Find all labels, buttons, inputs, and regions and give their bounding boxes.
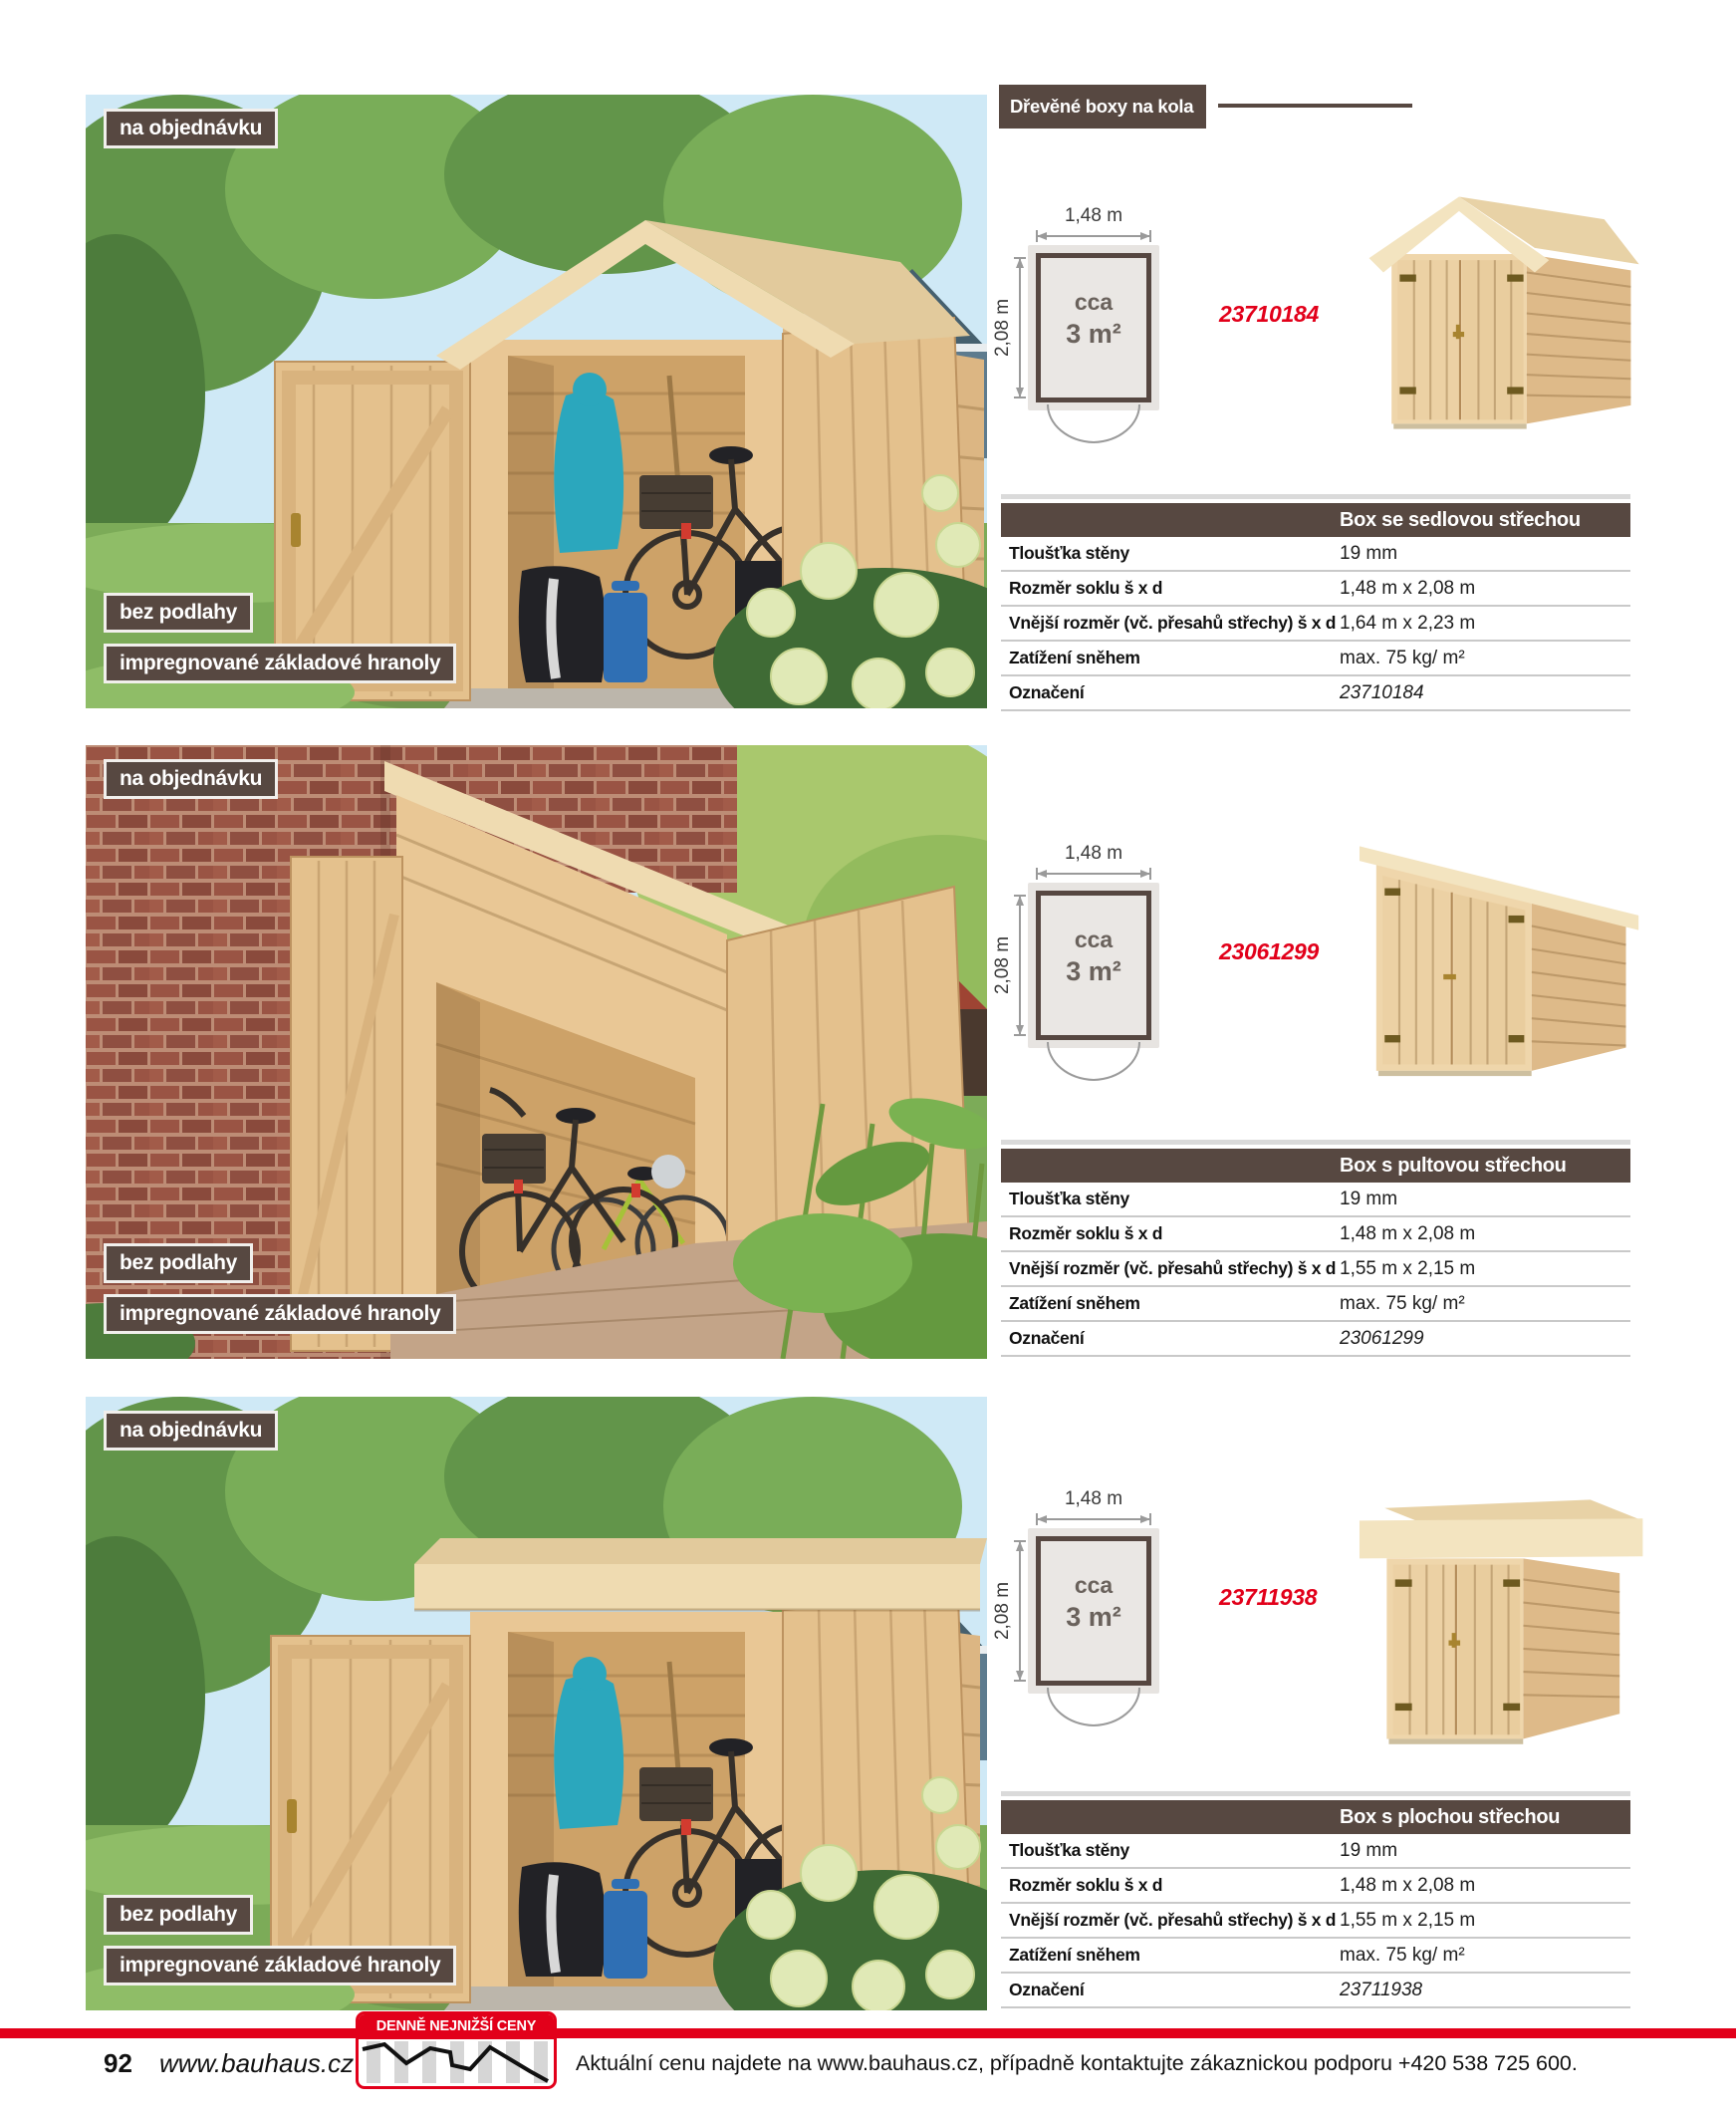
badge-impregnated-beams: impregnované základové hranoly	[104, 644, 456, 683]
spec-value: 19 mm	[1340, 1840, 1398, 1861]
floorplan-area-prefix: cca	[1074, 289, 1114, 315]
spec-row	[1001, 572, 1630, 607]
spec-row	[1001, 1183, 1630, 1217]
badge-on-order: na objednávku	[104, 1411, 278, 1451]
spec-value: 19 mm	[1340, 543, 1398, 564]
spec-label: Rozměr soklu š x d	[1009, 578, 1163, 598]
table-top-rule	[1001, 1791, 1630, 1796]
footer-note: Aktuální cenu najdete na www.bauhaus.cz, případně kontaktujte zákaznickou podporu +420 538 725 600.	[576, 2051, 1578, 2075]
spec-row	[1001, 1939, 1630, 1974]
spec-label: Zatížení sněhem	[1009, 1293, 1140, 1313]
diagram-height-label: 2,08 m	[992, 1581, 1013, 1641]
spec-row	[1001, 607, 1630, 642]
spec-row	[1001, 1834, 1630, 1869]
floorplan-area: 3 m²	[1066, 319, 1121, 349]
dimension-arrow-horizontal-icon	[1032, 229, 1155, 243]
spec-label: Označení	[1009, 1328, 1085, 1348]
spec-label: Tloušťka stěny	[1009, 1189, 1129, 1208]
diagram-width-label: 1,48 m	[1064, 205, 1123, 226]
badge-on-order: na objednávku	[104, 109, 278, 148]
spec-label: Označení	[1009, 682, 1085, 702]
badge-no-floor: bez podlahy	[104, 1243, 253, 1283]
badge-impregnated-beams: impregnované základové hranoly	[104, 1946, 456, 1985]
spec-row	[1001, 1974, 1630, 2008]
section-title-rule	[1218, 104, 1412, 108]
spec-row	[1001, 1869, 1630, 1904]
diagram-width-label: 1,48 m	[1064, 1488, 1123, 1509]
door-swing-icon	[1036, 1686, 1151, 1727]
badge-no-floor: bez podlahy	[104, 1895, 253, 1935]
footer-rule	[0, 2028, 1736, 2038]
product-render-gable	[1347, 137, 1653, 448]
spec-value: 23061299	[1340, 1328, 1424, 1349]
product-photo-pent-shed	[86, 745, 987, 1359]
page-number: 92	[104, 2048, 132, 2078]
diagram-width-label: 1,48 m	[1064, 843, 1123, 864]
product-photo-gable-shed	[86, 95, 987, 708]
spec-row	[1001, 1252, 1630, 1287]
product-code: 23710184	[1219, 301, 1319, 327]
spec-table-header: Box s plochou střechou	[1001, 1800, 1630, 1834]
dimension-arrow-horizontal-icon	[1032, 1512, 1155, 1526]
spec-label: Zatížení sněhem	[1009, 1945, 1140, 1965]
shed-pent-illustration	[1341, 777, 1655, 1096]
spec-table-header: Box se sedlovou střechou	[1001, 503, 1630, 537]
badge-impregnated-beams: impregnované základové hranoly	[104, 1294, 456, 1334]
spec-value: 1,48 m x 2,08 m	[1340, 578, 1476, 599]
spec-row	[1001, 1287, 1630, 1322]
product-render-pent	[1341, 777, 1655, 1096]
spec-value: 1,64 m x 2,23 m	[1340, 613, 1476, 634]
price-chart-icon	[359, 2039, 554, 2086]
shed-gable-illustration	[1347, 137, 1653, 448]
website-url: www.bauhaus.cz	[159, 2048, 355, 2078]
spec-label: Vnější rozměr (vč. přesahů střechy) š x d	[1009, 613, 1337, 633]
spec-label: Tloušťka stěny	[1009, 1840, 1129, 1860]
section-title: Dřevěné boxy na kola	[999, 85, 1206, 129]
spec-value: 19 mm	[1340, 1189, 1398, 1209]
door-swing-icon	[1036, 1040, 1151, 1082]
spec-table-pent	[1001, 1140, 1630, 1357]
floorplan-area-prefix: cca	[1074, 1572, 1114, 1598]
spec-row	[1001, 1322, 1630, 1357]
spec-value: 23710184	[1340, 682, 1424, 703]
spec-value: 1,55 m x 2,15 m	[1340, 1910, 1476, 1931]
floorplan-area: 3 m²	[1066, 956, 1121, 986]
table-top-rule	[1001, 1140, 1630, 1145]
spec-label: Rozměr soklu š x d	[1009, 1223, 1163, 1243]
shed-flat-illustration	[1341, 1447, 1655, 1775]
spec-label: Označení	[1009, 1980, 1085, 1999]
spec-table-gable	[1001, 494, 1630, 711]
spec-row	[1001, 537, 1630, 572]
spec-row	[1001, 1904, 1630, 1939]
badge-no-floor: bez podlahy	[104, 593, 253, 633]
door-swing-icon	[1036, 402, 1151, 444]
diagram-height-label: 2,08 m	[992, 935, 1013, 995]
floorplan-area-prefix: cca	[1074, 926, 1114, 952]
spec-table-header: Box s pultovou střechou	[1001, 1149, 1630, 1183]
dimension-arrow-vertical-icon	[1013, 891, 1027, 1040]
badge-on-order: na objednávku	[104, 759, 278, 799]
spec-label: Tloušťka stěny	[1009, 543, 1129, 563]
product-code: 23711938	[1219, 1584, 1318, 1610]
spec-row	[1001, 1217, 1630, 1252]
floorplan-area: 3 m²	[1066, 1602, 1121, 1632]
product-render-flat	[1341, 1447, 1655, 1775]
lowest-price-logo-text: DENNĚ NEJNIŽŠÍ CENY	[359, 2014, 554, 2039]
spec-value: max. 75 kg/ m²	[1340, 648, 1465, 668]
spec-label: Vnější rozměr (vč. přesahů střechy) š x d	[1009, 1910, 1337, 1930]
spec-value: max. 75 kg/ m²	[1340, 1945, 1465, 1966]
spec-row	[1001, 642, 1630, 676]
spec-label: Rozměr soklu š x d	[1009, 1875, 1163, 1895]
spec-label: Vnější rozměr (vč. přesahů střechy) š x d	[1009, 1258, 1337, 1278]
spec-value: max. 75 kg/ m²	[1340, 1293, 1465, 1314]
spec-value: 23711938	[1340, 1980, 1423, 2000]
spec-value: 1,48 m x 2,08 m	[1340, 1875, 1476, 1896]
spec-value: 1,48 m x 2,08 m	[1340, 1223, 1476, 1244]
lowest-price-logo	[356, 2011, 557, 2089]
dimension-arrow-vertical-icon	[1013, 253, 1027, 402]
product-code: 23061299	[1219, 938, 1319, 964]
table-top-rule	[1001, 494, 1630, 499]
diagram-height-label: 2,08 m	[992, 298, 1013, 358]
spec-label: Zatížení sněhem	[1009, 648, 1140, 667]
dimension-arrow-vertical-icon	[1013, 1536, 1027, 1686]
product-photo-flat-shed	[86, 1397, 987, 2010]
dimension-arrow-horizontal-icon	[1032, 867, 1155, 881]
spec-table-flat	[1001, 1791, 1630, 2008]
spec-value: 1,55 m x 2,15 m	[1340, 1258, 1476, 1279]
spec-row	[1001, 676, 1630, 711]
